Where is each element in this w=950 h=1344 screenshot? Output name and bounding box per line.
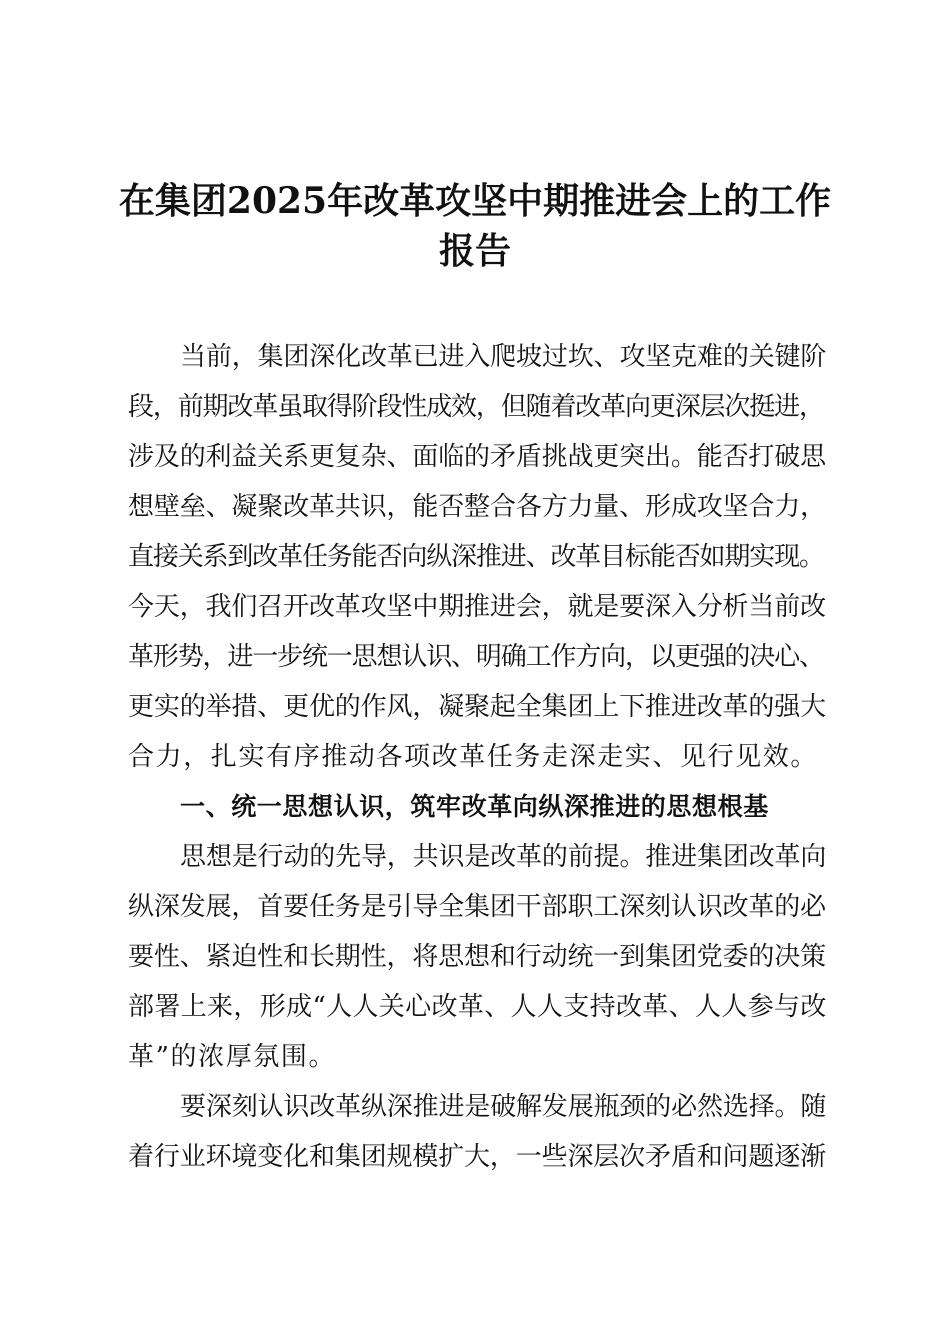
body-text-line: 当前，集团深化改革已进入爬坡过坎、攻坚克难的关键阶	[180, 342, 827, 372]
title-line: 在集团2025年改革攻坚中期推进会上的工作	[118, 180, 832, 222]
body-text-line: 纵深发展，首要任务是引导全集团干部职工深刻认识改革的必	[128, 892, 826, 922]
body-text-line: 革形势，进一步统一思想认识、明确工作方向，以更强的决心、	[128, 642, 824, 672]
body-text-line: 段，前期改革虽取得阶段性成效，但随着改革向更深层次挺进，	[128, 392, 824, 422]
body-text-line: 直接关系到改革任务能否向纵深推进、改革目标能否如期实现。	[128, 542, 824, 572]
document-body	[128, 332, 828, 1182]
body-text-line: 着行业环境变化和集团规模扩大，一些深层次矛盾和问题逐渐	[128, 1142, 826, 1172]
section-heading: 一、统一思想认识，筑牢改革向纵深推进的思想根基	[180, 792, 769, 821]
title-line: 报告	[438, 230, 511, 272]
document-title	[110, 176, 840, 276]
body-text-line: 合力，扎实有序推动各项改革任务走深走实、见行见效。	[128, 742, 819, 772]
body-text-line: 部署上来，形成“人人关心改革、人人支持改革、人人参与改	[128, 992, 827, 1022]
body-text-line: 涉及的利益关系更复杂、面临的矛盾挑战更突出。能否打破思	[128, 442, 826, 472]
body-text-line: 要性、紧迫性和长期性，将思想和行动统一到集团党委的决策	[128, 942, 826, 972]
body-text-line: 思想是行动的先导，共识是改革的前提。推进集团改革向	[180, 842, 827, 872]
body-text-line: 想壁垒、凝聚改革共识，能否整合各方力量、形成攻坚合力，	[128, 492, 826, 522]
body-text-line: 革”的浓厚氛围。	[128, 1042, 337, 1072]
body-text-line: 要深刻认识改革纵深推进是破解发展瓶颈的必然选择。随	[180, 1092, 827, 1122]
body-text-line: 更实的举措、更优的作风，凝聚起全集团上下推进改革的强大	[128, 692, 826, 722]
body-text-line: 今天，我们召开改革攻坚中期推进会，就是要深入分析当前改	[128, 592, 826, 622]
